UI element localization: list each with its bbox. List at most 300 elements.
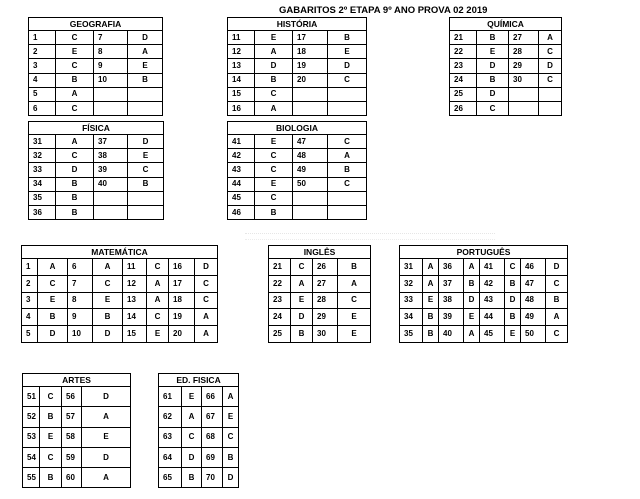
question-number: 58	[62, 427, 82, 447]
ingles-header: INGLÊS	[269, 246, 371, 259]
question-number: 29	[509, 59, 539, 73]
question-number: 24	[450, 73, 477, 87]
question-number: 15	[123, 326, 147, 343]
question-number: 1	[22, 259, 38, 276]
table-row	[159, 387, 239, 407]
question-number: 50	[293, 177, 328, 191]
answer-letter: E	[328, 45, 367, 59]
question-number: 53	[23, 427, 40, 447]
answer-letter: B	[546, 292, 568, 309]
matematica-header: MATEMÁTICA	[22, 246, 218, 259]
answer-letter: E	[423, 292, 439, 309]
question-number: 40	[94, 177, 128, 191]
table-row	[159, 407, 239, 427]
question-number: 61	[159, 387, 182, 407]
answer-letter	[539, 101, 562, 115]
question-number: 16	[169, 259, 195, 276]
answer-letter: A	[56, 135, 94, 149]
question-number: 22	[269, 275, 291, 292]
question-number: 68	[202, 427, 223, 447]
question-number: 35	[400, 326, 423, 343]
answer-letter: D	[93, 326, 123, 343]
answer-letter: B	[291, 326, 313, 343]
question-number: 45	[228, 191, 255, 205]
table-row	[23, 407, 131, 427]
answer-letter: E	[338, 309, 371, 326]
answer-letter: A	[147, 275, 169, 292]
table-row	[450, 45, 562, 59]
answer-letter: C	[93, 275, 123, 292]
answer-letter: B	[328, 31, 367, 45]
answer-letter: B	[477, 73, 509, 87]
answer-letter: C	[182, 427, 202, 447]
answer-letter	[128, 205, 164, 219]
answer-letter: D	[38, 326, 68, 343]
answer-letter: D	[82, 387, 131, 407]
answer-letter: A	[464, 326, 480, 343]
question-number: 28	[313, 292, 338, 309]
answer-letter: A	[56, 87, 94, 101]
question-number: 70	[202, 468, 223, 488]
question-number: 62	[159, 407, 182, 427]
historia-header: HISTÓRIA	[228, 18, 367, 31]
question-number: 64	[159, 447, 182, 467]
answer-letter: C	[338, 292, 371, 309]
answer-letter: B	[56, 177, 94, 191]
answer-letter: E	[182, 387, 202, 407]
question-number: 42	[480, 275, 505, 292]
question-number: 52	[23, 407, 40, 427]
answer-letter: C	[255, 87, 293, 101]
answer-letter: E	[40, 427, 62, 447]
answer-letter: C	[147, 259, 169, 276]
answer-letter	[128, 191, 164, 205]
answer-letter	[128, 87, 163, 101]
answer-letter: A	[423, 259, 439, 276]
question-number: 13	[123, 292, 147, 309]
question-number: 20	[293, 73, 328, 87]
answer-letter: C	[56, 31, 94, 45]
answer-letter: A	[338, 275, 371, 292]
table-row	[269, 309, 371, 326]
answer-letter: B	[477, 31, 509, 45]
answer-letter: A	[82, 407, 131, 427]
answer-letter: D	[477, 59, 509, 73]
table-row	[23, 427, 131, 447]
question-number: 30	[509, 73, 539, 87]
answer-letter: D	[291, 309, 313, 326]
question-number: 12	[228, 45, 255, 59]
table-row	[400, 326, 568, 343]
table-row	[228, 177, 367, 191]
table-row	[400, 292, 568, 309]
table-row	[228, 73, 367, 87]
table-row	[228, 163, 367, 177]
table-row	[269, 292, 371, 309]
answer-letter: D	[539, 59, 562, 73]
answer-letter	[328, 87, 367, 101]
question-number: 27	[313, 275, 338, 292]
table-row	[269, 259, 371, 276]
question-number: 5	[29, 87, 56, 101]
portugues-answer-table	[399, 245, 568, 343]
question-number: 7	[68, 275, 93, 292]
table-row	[228, 205, 367, 219]
table-row	[450, 31, 562, 45]
table-row	[22, 292, 218, 309]
answer-letter: C	[56, 59, 94, 73]
table-row	[22, 326, 218, 343]
answer-letter: C	[56, 101, 94, 115]
question-number: 22	[450, 45, 477, 59]
table-row	[450, 87, 562, 101]
question-number: 6	[29, 101, 56, 115]
question-number: 33	[400, 292, 423, 309]
answer-letter: C	[255, 191, 293, 205]
question-number: 37	[94, 135, 128, 149]
question-number: 21	[269, 259, 291, 276]
table-row	[29, 149, 164, 163]
answer-letter: A	[546, 309, 568, 326]
answer-letter: C	[546, 326, 568, 343]
answer-letter: B	[38, 309, 68, 326]
question-number: 16	[228, 101, 255, 115]
question-number	[293, 205, 328, 219]
question-number: 30	[313, 326, 338, 343]
answer-letter: E	[505, 326, 521, 343]
table-row	[23, 387, 131, 407]
table-row	[22, 309, 218, 326]
answer-letter: C	[128, 163, 164, 177]
answer-letter: A	[195, 309, 218, 326]
question-number: 69	[202, 447, 223, 467]
question-number: 17	[169, 275, 195, 292]
question-number: 67	[202, 407, 223, 427]
table-row	[29, 177, 164, 191]
answer-letter: B	[328, 163, 367, 177]
table-row	[450, 59, 562, 73]
table-row	[450, 101, 562, 115]
question-number	[94, 191, 128, 205]
table-row	[29, 45, 163, 59]
answer-letter: B	[423, 309, 439, 326]
table-row	[159, 447, 239, 467]
answer-letter: A	[539, 31, 562, 45]
table-row	[29, 31, 163, 45]
answer-letter: A	[328, 149, 367, 163]
question-number: 43	[228, 163, 255, 177]
answer-letter: A	[182, 407, 202, 427]
question-number: 36	[439, 259, 464, 276]
answer-letter: E	[147, 326, 169, 343]
question-number	[94, 205, 128, 219]
answer-letter: B	[423, 326, 439, 343]
answer-letter: B	[128, 73, 163, 87]
table-row	[29, 101, 163, 115]
answer-letter: A	[147, 292, 169, 309]
answer-letter: C	[223, 427, 239, 447]
question-number: 12	[123, 275, 147, 292]
faded-text-artifact	[245, 233, 495, 240]
answer-letter: E	[338, 326, 371, 343]
question-number: 42	[228, 149, 255, 163]
artes-answer-table	[22, 373, 131, 488]
question-number: 5	[22, 326, 38, 343]
question-number: 25	[450, 87, 477, 101]
question-number: 50	[521, 326, 546, 343]
table-row	[29, 59, 163, 73]
question-number: 35	[29, 191, 56, 205]
table-row	[228, 59, 367, 73]
question-number: 2	[29, 45, 56, 59]
question-number: 25	[269, 326, 291, 343]
question-number: 28	[509, 45, 539, 59]
question-number	[293, 87, 328, 101]
answer-letter: C	[539, 45, 562, 59]
question-number: 32	[400, 275, 423, 292]
answer-letter: B	[56, 205, 94, 219]
answer-letter: D	[56, 163, 94, 177]
answer-letter: D	[477, 87, 509, 101]
answer-letter: E	[128, 149, 164, 163]
answer-letter: D	[195, 259, 218, 276]
answer-letter: A	[195, 326, 218, 343]
answer-letter: C	[255, 149, 293, 163]
question-number: 39	[94, 163, 128, 177]
answer-letter: B	[40, 407, 62, 427]
question-number: 1	[29, 31, 56, 45]
answer-letter: E	[82, 427, 131, 447]
answer-letter: E	[38, 292, 68, 309]
question-number: 56	[62, 387, 82, 407]
table-row	[228, 135, 367, 149]
question-number: 4	[22, 309, 38, 326]
table-row	[400, 275, 568, 292]
answer-letter: C	[195, 292, 218, 309]
answer-letter: C	[147, 309, 169, 326]
question-number: 36	[29, 205, 56, 219]
geografia-answer-table	[28, 17, 163, 116]
question-number: 11	[123, 259, 147, 276]
answer-letter: D	[505, 292, 521, 309]
question-number: 60	[62, 468, 82, 488]
answer-letter: C	[328, 135, 367, 149]
question-number: 19	[169, 309, 195, 326]
question-number: 19	[293, 59, 328, 73]
question-number: 54	[23, 447, 40, 467]
question-number	[94, 101, 128, 115]
fisica-answer-table	[28, 121, 164, 220]
question-number	[509, 87, 539, 101]
answer-letter: C	[56, 149, 94, 163]
question-number: 46	[521, 259, 546, 276]
question-number: 40	[439, 326, 464, 343]
edfisica-answer-table	[158, 373, 239, 488]
answer-letter: B	[40, 468, 62, 488]
matematica-answer-table	[21, 245, 218, 343]
answer-letter: A	[128, 45, 163, 59]
answer-letter: B	[93, 309, 123, 326]
page-title: GABARITOS 2º ETAPA 9º ANO PROVA 02 2019	[279, 5, 488, 16]
table-row	[400, 309, 568, 326]
answer-letter: C	[546, 275, 568, 292]
question-number: 49	[521, 309, 546, 326]
answer-letter: D	[82, 447, 131, 467]
table-row	[29, 163, 164, 177]
table-row	[228, 191, 367, 205]
question-number: 7	[94, 31, 128, 45]
answer-letter: C	[40, 447, 62, 467]
question-number: 18	[293, 45, 328, 59]
question-number	[509, 101, 539, 115]
question-number: 41	[228, 135, 255, 149]
answer-letter: D	[328, 59, 367, 73]
question-number: 47	[521, 275, 546, 292]
answer-letter: C	[477, 101, 509, 115]
answer-letter	[539, 87, 562, 101]
question-number: 9	[94, 59, 128, 73]
question-number: 33	[29, 163, 56, 177]
answer-letter	[328, 191, 367, 205]
table-row	[23, 447, 131, 467]
answer-letter: C	[328, 73, 367, 87]
question-number: 57	[62, 407, 82, 427]
question-number: 39	[439, 309, 464, 326]
answer-letter: C	[539, 73, 562, 87]
question-number: 37	[439, 275, 464, 292]
table-row	[228, 45, 367, 59]
answer-letter: E	[255, 135, 293, 149]
question-number: 2	[22, 275, 38, 292]
question-number: 66	[202, 387, 223, 407]
answer-letter	[328, 101, 367, 115]
ingles-answer-table	[268, 245, 371, 343]
question-number: 10	[68, 326, 93, 343]
question-number	[94, 87, 128, 101]
answer-letter: C	[291, 259, 313, 276]
table-row	[29, 205, 164, 219]
question-number: 14	[228, 73, 255, 87]
answer-letter	[128, 101, 163, 115]
answer-letter: B	[128, 177, 164, 191]
question-number: 8	[94, 45, 128, 59]
question-number: 44	[228, 177, 255, 191]
quimica-header: QUÍMICA	[450, 18, 562, 31]
question-number: 21	[450, 31, 477, 45]
table-row	[22, 259, 218, 276]
question-number: 23	[269, 292, 291, 309]
question-number: 26	[313, 259, 338, 276]
question-number: 3	[22, 292, 38, 309]
table-row	[29, 191, 164, 205]
answer-letter: B	[56, 191, 94, 205]
answer-letter: B	[182, 468, 202, 488]
question-number: 47	[293, 135, 328, 149]
answer-letter: A	[93, 259, 123, 276]
question-number: 31	[29, 135, 56, 149]
question-number: 15	[228, 87, 255, 101]
artes-header: ARTES	[23, 374, 131, 387]
answer-letter: B	[505, 275, 521, 292]
question-number: 48	[293, 149, 328, 163]
fisica-header: FÍSICA	[29, 122, 164, 135]
table-row	[450, 73, 562, 87]
answer-letter: D	[546, 259, 568, 276]
question-number: 45	[480, 326, 505, 343]
answer-letter: B	[223, 447, 239, 467]
table-row	[228, 149, 367, 163]
question-number: 27	[509, 31, 539, 45]
answer-letter: D	[128, 135, 164, 149]
question-number: 41	[480, 259, 505, 276]
table-row	[29, 135, 164, 149]
historia-answer-table	[227, 17, 367, 116]
answer-letter: A	[38, 259, 68, 276]
question-number: 43	[480, 292, 505, 309]
question-number: 48	[521, 292, 546, 309]
question-number: 31	[400, 259, 423, 276]
question-number: 14	[123, 309, 147, 326]
question-number: 63	[159, 427, 182, 447]
answer-letter: B	[255, 205, 293, 219]
question-number: 29	[313, 309, 338, 326]
question-number: 51	[23, 387, 40, 407]
table-row	[159, 427, 239, 447]
answer-letter: E	[291, 292, 313, 309]
answer-letter	[328, 205, 367, 219]
answer-letter: E	[255, 177, 293, 191]
question-number: 11	[228, 31, 255, 45]
question-number: 4	[29, 73, 56, 87]
portugues-header: PORTUGUÊS	[400, 246, 568, 259]
answer-letter: C	[505, 259, 521, 276]
question-number: 38	[439, 292, 464, 309]
quimica-answer-table	[449, 17, 562, 116]
question-number: 9	[68, 309, 93, 326]
answer-letter: A	[255, 101, 293, 115]
question-number	[293, 101, 328, 115]
answer-letter: D	[223, 468, 239, 488]
question-number: 24	[269, 309, 291, 326]
question-number: 49	[293, 163, 328, 177]
question-number: 18	[169, 292, 195, 309]
question-number: 20	[169, 326, 195, 343]
answer-letter: D	[128, 31, 163, 45]
answer-letter: D	[255, 59, 293, 73]
answer-letter: B	[338, 259, 371, 276]
table-row	[29, 73, 163, 87]
question-number: 59	[62, 447, 82, 467]
table-row	[269, 326, 371, 343]
edfisica-header: ED. FISICA	[159, 374, 239, 387]
table-row	[228, 101, 367, 115]
answer-letter: A	[82, 468, 131, 488]
answer-letter: E	[128, 59, 163, 73]
answer-letter: E	[464, 309, 480, 326]
question-number: 8	[68, 292, 93, 309]
answer-letter: A	[223, 387, 239, 407]
table-row	[22, 275, 218, 292]
question-number: 17	[293, 31, 328, 45]
question-number: 23	[450, 59, 477, 73]
table-row	[400, 259, 568, 276]
answer-letter: A	[291, 275, 313, 292]
answer-letter: E	[223, 407, 239, 427]
answer-letter: C	[195, 275, 218, 292]
question-number: 38	[94, 149, 128, 163]
question-number: 26	[450, 101, 477, 115]
table-row	[159, 468, 239, 488]
